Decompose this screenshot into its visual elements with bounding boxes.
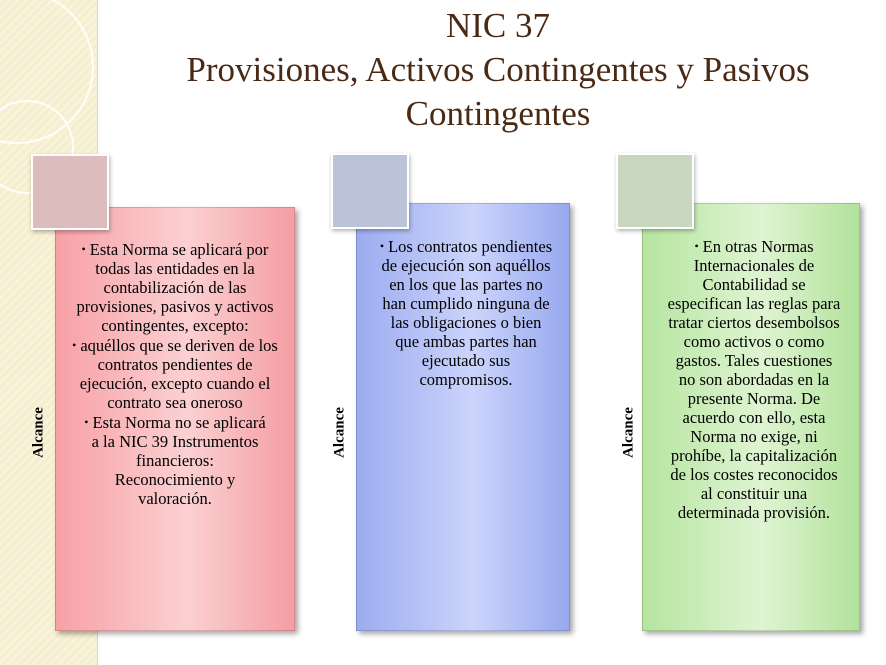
- bullet-icon: •: [72, 338, 77, 352]
- vertical-label-alcance: Alcance: [30, 407, 47, 458]
- bullet-icon: •: [84, 415, 89, 429]
- bullet-item: • aquéllos que se deriven de los contratos pendientes de ejecución, excepto cuando el contrato sea oneroso: [72, 336, 278, 412]
- bullet-item: • Esta Norma se aplicará por todas las entidades en la contabilización de las provisiones, pasivos y activos contingentes, excepto:: [76, 240, 274, 335]
- bullet-item: • Esta Norma no se aplicará a la NIC 39 Instrumentos financieros: Reconocimiento y valoración.: [84, 413, 266, 508]
- title-line-2: Provisiones, Activos Contingentes y Pasivos: [186, 50, 810, 89]
- card-text-blue: [378, 237, 554, 390]
- card-tab-green: [616, 153, 694, 229]
- card-text-red: [66, 240, 284, 509]
- card-tab-blue: [331, 153, 409, 229]
- title-line-1: NIC 37: [445, 6, 551, 45]
- card-tab-red: [31, 154, 109, 230]
- slide-title: [110, 4, 886, 136]
- bullet-item: • En otras Normas Internacionales de Contabilidad se especifican las reglas para tratar ciertos desembolsos como activos o como gastos. Tales cuestiones no son abordadas en la presente Norma. De acuerdo con ello, esta Norma no exige, ni prohíbe, la capitalización de los costes reconocidos al constituir una determinada provisión.: [667, 237, 841, 522]
- bullet-icon: •: [694, 239, 699, 253]
- bullet-item: • Los contratos pendientes de ejecución son aquéllos en los que las partes no han cumplido ninguna de las obligaciones o bien que ambas partes han ejecutado sus compromisos.: [379, 237, 553, 389]
- vertical-label-alcance: Alcance: [620, 407, 637, 458]
- bullet-icon: •: [379, 239, 385, 253]
- title-line-3: Contingentes: [405, 94, 591, 133]
- bullet-icon: •: [81, 242, 86, 256]
- vertical-label-alcance: Alcance: [331, 407, 348, 458]
- card-text-green: [667, 237, 841, 523]
